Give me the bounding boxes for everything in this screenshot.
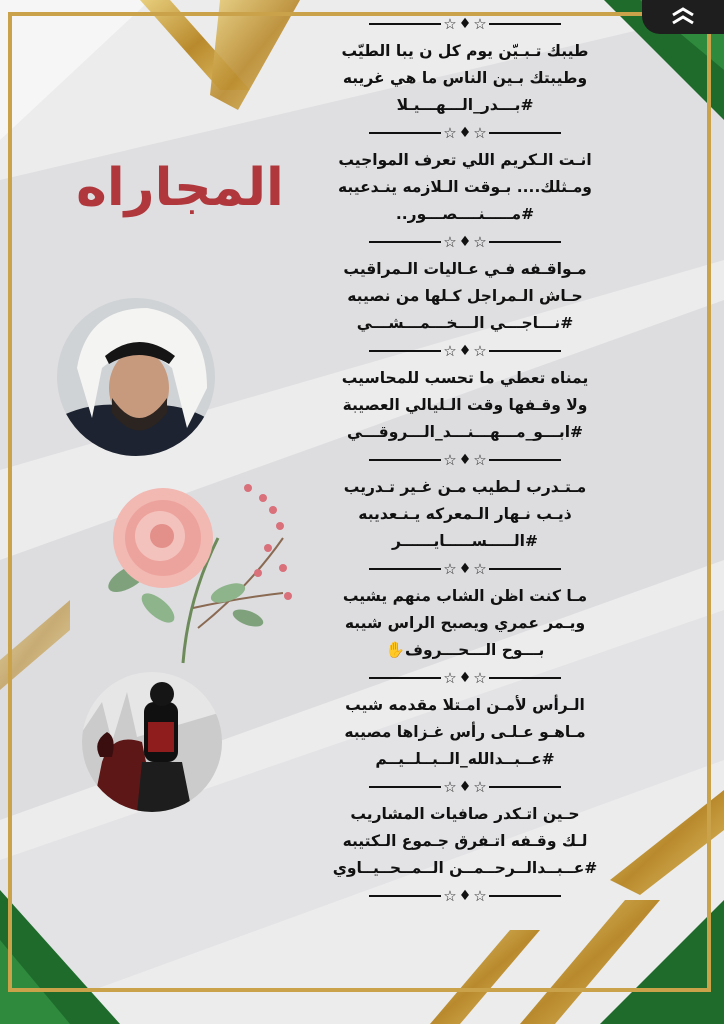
verse-block — [300, 254, 630, 339]
verse-line: مـا كنت اظن الشاب منهم يشيب — [342, 587, 588, 605]
portrait-photo-man — [57, 298, 215, 456]
separator-line — [369, 568, 441, 570]
star-icon: ☆ — [443, 450, 457, 469]
separator-line — [489, 459, 561, 461]
diamond-icon: ♦ — [458, 16, 472, 32]
verse-author: #عــبــدالــرحــمــن الــمــحــيــاوي — [332, 859, 598, 877]
verse-line: حـاش الـمراجل كـلها من نصيبه — [347, 287, 583, 305]
separator-line — [369, 241, 441, 243]
verse-author: #عــبــدالله_الــبــلــيــم — [375, 750, 555, 768]
separator-line — [369, 23, 441, 25]
diamond-icon: ♦ — [458, 779, 472, 795]
verse-block — [300, 799, 630, 884]
ornament-separator — [300, 557, 630, 581]
verse-line: ويـمر عمري ويصبح الراس شيبه — [344, 614, 586, 632]
ornament-separator — [300, 339, 630, 363]
verse-author: #الـــــســـــايــــــر — [392, 532, 538, 550]
verse-author: #بـــدر_الـــهـــيـلا — [396, 96, 534, 114]
star-icon: ☆ — [473, 886, 487, 905]
star-icon: ☆ — [473, 232, 487, 251]
verse-block — [300, 581, 630, 666]
separator-line — [369, 677, 441, 679]
star-icon: ☆ — [443, 232, 457, 251]
ornament-separator — [300, 775, 630, 799]
separator-line — [369, 350, 441, 352]
verse-line: ذيـب نـهار الـمعركه يـنـعديبه — [358, 505, 572, 523]
star-icon: ☆ — [473, 777, 487, 796]
verse-block — [300, 690, 630, 775]
verse-line: مـاهـو عـلـى رأس غـزاها مصيبه — [344, 723, 586, 741]
page-title: المجاراه — [76, 158, 284, 218]
separator-line — [369, 895, 441, 897]
separator-line — [489, 677, 561, 679]
diamond-icon: ♦ — [458, 125, 472, 141]
star-icon: ☆ — [473, 668, 487, 687]
verse-line: انـت الـكريم اللي تعرف المواجيب — [338, 151, 592, 169]
separator-line — [369, 459, 441, 461]
star-icon: ☆ — [443, 341, 457, 360]
star-icon: ☆ — [473, 450, 487, 469]
collapse-button[interactable] — [642, 0, 724, 34]
verse-line: مـتـدرب لـطيب مـن غـير تـدريب — [343, 478, 587, 496]
verse-block — [300, 36, 630, 121]
verse-author: #ابـــو_مـــهـــنـــد_الـــروقـــي — [346, 423, 584, 441]
verse-line: ولا وقـفها وقت الـليالي العصيبة — [342, 396, 588, 414]
star-icon: ☆ — [443, 777, 457, 796]
star-icon: ☆ — [473, 123, 487, 142]
verse-line: ومـثلك.... بـوقت الـلازمه ينـدعيبه — [338, 178, 592, 196]
verse-line: وطيبتك بـين الناس ما هي غريبه — [342, 69, 588, 87]
star-icon: ☆ — [443, 886, 457, 905]
verse-block — [300, 363, 630, 448]
star-icon: ☆ — [443, 14, 457, 33]
star-icon: ☆ — [473, 341, 487, 360]
verse-line: طيبك تـبـيّن يوم كل ن يبا الطيّب — [341, 42, 589, 60]
verse-line: الـرأس لأمـن امـتلا مقدمه شيب — [345, 696, 585, 714]
rose-illustration — [88, 478, 298, 668]
verse-line: مـواقـفه فـي عـاليات الـمراقيب — [343, 260, 587, 278]
chevron-stack-icon — [668, 6, 698, 28]
ornament-separator — [300, 12, 630, 36]
separator-line — [489, 132, 561, 134]
separator-line — [489, 23, 561, 25]
verse-author: #نـــاجـــي الـــخـــمـــشـــي — [356, 314, 574, 332]
diamond-icon: ♦ — [458, 452, 472, 468]
diamond-icon: ♦ — [458, 561, 472, 577]
ornament-separator — [300, 448, 630, 472]
ornament-separator — [300, 230, 630, 254]
separator-line — [489, 895, 561, 897]
verse-line: حـين اتـكدر صافيات المشاريب — [350, 805, 580, 823]
star-icon: ☆ — [473, 559, 487, 578]
poem-column — [300, 12, 630, 908]
separator-line — [369, 132, 441, 134]
star-icon: ☆ — [443, 123, 457, 142]
diamond-icon: ♦ — [458, 343, 472, 359]
verse-line: لـك وقـفه اتـفرق جـموع الـكتيبه — [342, 832, 588, 850]
star-icon: ☆ — [473, 14, 487, 33]
ornament-separator — [300, 666, 630, 690]
separator-line — [369, 786, 441, 788]
diamond-icon: ♦ — [458, 670, 472, 686]
star-icon: ☆ — [443, 559, 457, 578]
separator-line — [489, 241, 561, 243]
separator-line — [489, 568, 561, 570]
verse-author: بـــوح الـــحـــروف✋ — [385, 641, 545, 659]
verse-line: يمناه تعطي ما تحسب للمحاسيب — [341, 369, 589, 387]
diamond-icon: ♦ — [458, 888, 472, 904]
portrait-photo-rider — [82, 672, 222, 812]
verse-author: #مـــــنــــصـــور.. — [395, 205, 535, 223]
diamond-icon: ♦ — [458, 234, 472, 250]
separator-line — [489, 786, 561, 788]
ornament-separator — [300, 884, 630, 908]
verse-block — [300, 472, 630, 557]
separator-line — [489, 350, 561, 352]
verse-block — [300, 145, 630, 230]
star-icon: ☆ — [443, 668, 457, 687]
ornament-separator — [300, 121, 630, 145]
